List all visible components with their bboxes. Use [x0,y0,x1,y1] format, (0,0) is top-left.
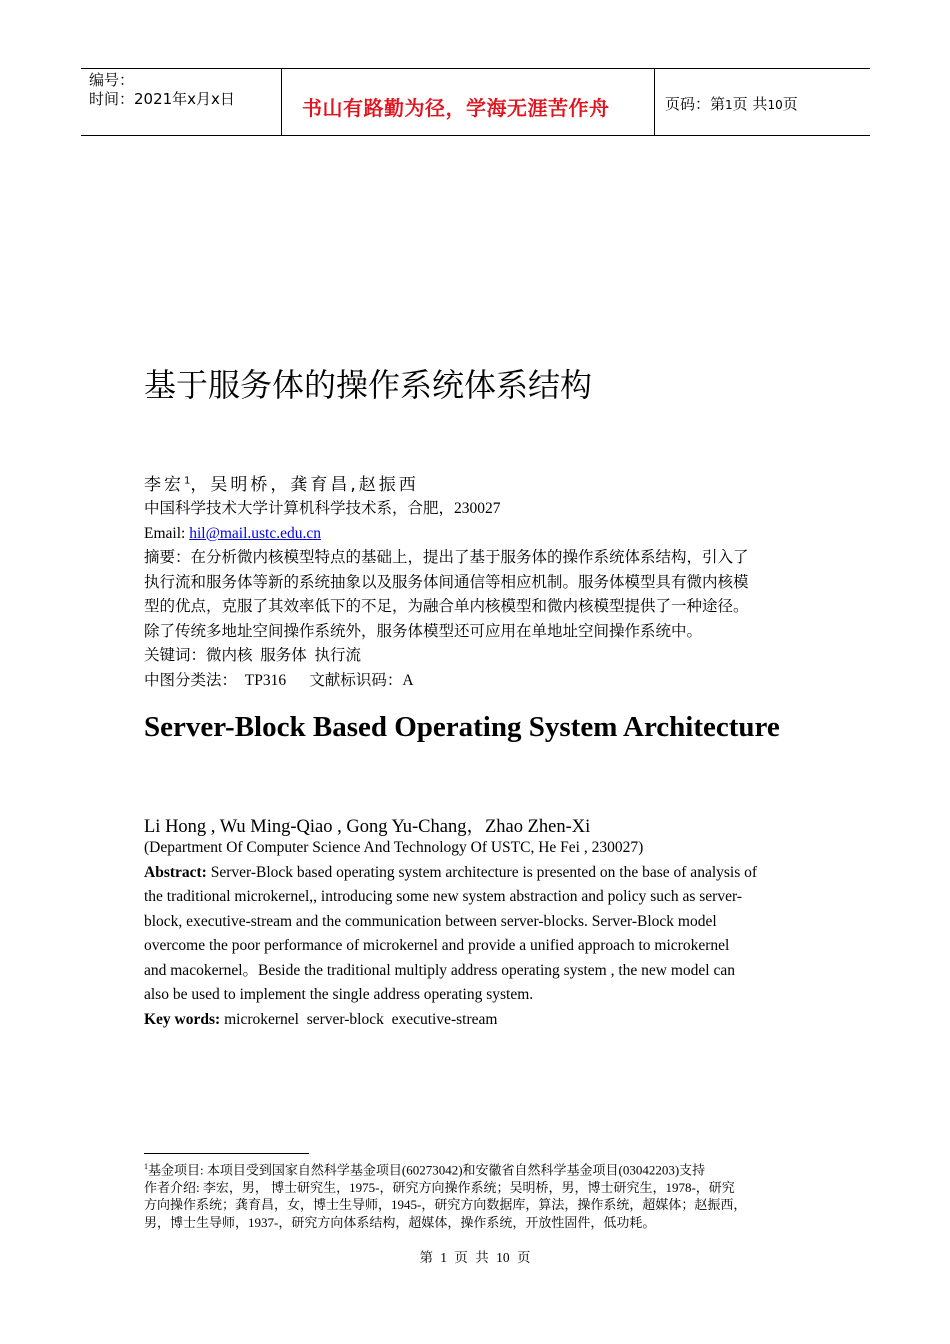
abstract-en-text: Server-Block based operating system architecture is presented on the base of analysis of [206,863,758,881]
abstract-en-line: also be used to implement the single address operating system. [144,986,534,1003]
document-header [81,68,870,136]
abstract-en-line: the traditional microkernel,, introducing some new system abstraction and policy such as server- [144,888,742,905]
header-number-label: 编号： [89,71,135,89]
cn-front-matter [144,497,806,693]
page-total: 10 [767,98,783,112]
authors-cn [144,470,806,495]
page-number: 1 [725,98,733,112]
abstract-en-line: and macokernel。Beside the traditional multiply address operating system , the new model can [144,961,735,979]
page-suffix: 页 [782,95,798,113]
email-line [144,522,806,547]
keywords-en-text: microkernel server-block executive-stream [220,1010,498,1028]
abstract-cn-line: 除了传统多地址空间操作系统外，服务体模型还可应用在单地址空间操作系统中。 [144,622,703,640]
affiliation-cn: 中国科学技术大学计算机科学技术系，合肥，230027 [144,500,501,517]
classification-cn: 中图分类法： TP316 文献标识码：A [144,671,414,689]
footnote-line: 作者介绍: 李宏，男， 博士研究生，1975-，研究方向操作系统；吴明桥，男，博士研究生，1978-，研究 [144,1179,735,1195]
header-meta [81,69,281,135]
footnote-marker: 1 [144,1162,148,1171]
header-page-info [655,69,870,135]
footnote-separator [144,1153,309,1154]
footnote-line [144,1158,806,1179]
email-label: Email: [144,524,190,542]
abstract-cn-line: 型的优点，克服了其效率低下的不足，为融合单内核模型和微内核模型提供了一种途径。 [144,598,749,615]
footnote [144,1158,806,1231]
abstract-en-line: block, executive-stream and the communication between server-blocks. Server-Block model [144,912,717,930]
paper-title-cn: 基于服务体的操作系统体系结构 [144,366,593,404]
abstract-en-line: overcome the poor performance of microkernel and provide a unified approach to microkernel [144,937,730,954]
abstract-cn-line: 摘要：在分析微内核模型特点的基础上，提出了基于服务体的操作系统体系结构，引入了 [144,549,749,566]
keywords-en [144,1008,806,1033]
footnote-ref: 1 [184,475,191,487]
keywords-cn: 关键词：微内核 服务体 执行流 [144,647,362,664]
header-time-label: 时间：2021年x月x日 [89,90,235,108]
header-motto: 书山有路勤为径，学海无涯苦作舟 [302,96,610,120]
authors-en: Li Hong , Wu Ming-Qiao , Gong Yu-Chang，Zhao Zhen-Xi [144,817,591,837]
page-prefix: 页码：第 [665,95,726,113]
abstract-en-label: Abstract: [144,863,207,881]
en-front-matter [144,836,806,1032]
authors-rest-cn: ，吴明桥，龚育昌,赵振西 [190,475,419,495]
footnote-line: 方向操作系统；龚育昌，女，博士生导师，1945-，研究方向数据库，算法，操作系统，超媒体；赵振西， [144,1197,747,1213]
affiliation-en: (Department Of Computer Science And Technology Of USTC, He Fei , 230027) [144,839,644,856]
header-motto-cell [281,69,655,135]
email-link[interactable]: hil@mail.ustc.edu.cn [189,524,321,542]
abstract-cn-line: 执行流和服务体等新的系统抽象以及服务体间通信等相应机制。服务体模型具有微内核模 [144,573,749,591]
keywords-en-label: Key words: [144,1010,221,1028]
author-first-cn: 李宏 [144,475,184,495]
paper-title-en: Server-Block Based Operating System Architecture [144,711,780,743]
page-footer: 第 1 页 共 10 页 [419,1250,531,1265]
footnote-line: 男，博士生导师，1937-，研究方向体系结构，超媒体，操作系统，开放性固件，低功耗。 [144,1214,656,1230]
footnote-text: 基金项目: 本项目受到国家自然科学基金项目(60273042)和安徽省自然科学基金项目(03042203)支持 [148,1162,706,1178]
page-mid: 页 共 [732,95,768,113]
abstract-en-line [144,861,806,886]
